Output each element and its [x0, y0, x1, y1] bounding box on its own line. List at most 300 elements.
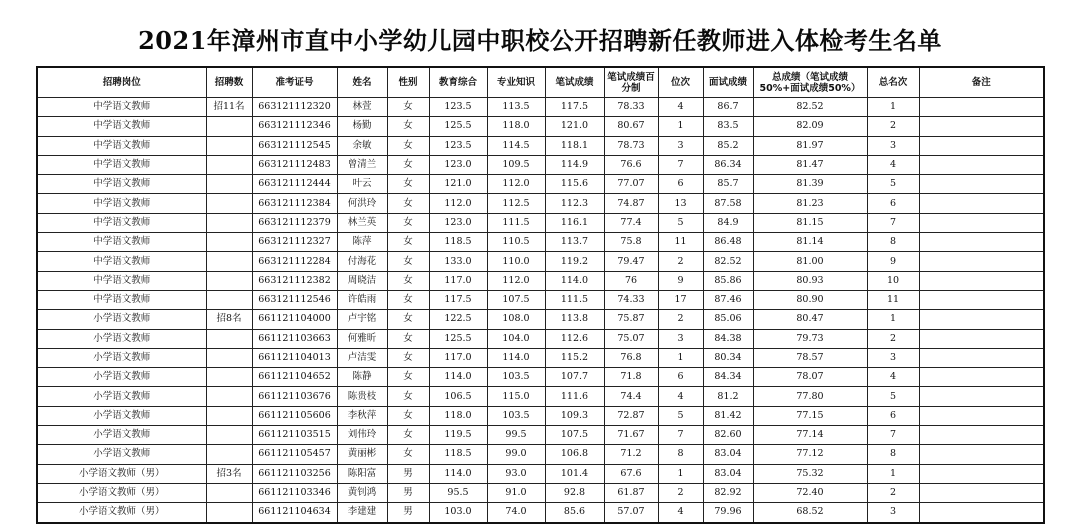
- table-row: [37, 117, 1044, 136]
- cell-professional: 112.0: [487, 271, 545, 290]
- cell-professional: 91.0: [487, 483, 545, 502]
- cell-total-rank: 6: [867, 406, 919, 425]
- cell-gender: 女: [387, 98, 429, 117]
- cell-name: 叶云: [337, 175, 387, 194]
- cell-interview-score: 84.34: [703, 368, 753, 387]
- cell-name: 何雅昕: [337, 329, 387, 348]
- cell-gender: 女: [387, 233, 429, 252]
- cell-total-score: 81.97: [753, 136, 867, 155]
- table-row: [37, 329, 1044, 348]
- cell-exam-id: 663121112379: [252, 213, 337, 232]
- cell-interview-score: 82.92: [703, 483, 753, 502]
- cell-quota: [206, 368, 252, 387]
- cell-remarks: [919, 464, 1044, 483]
- cell-name: 杨勤: [337, 117, 387, 136]
- cell-professional: 108.0: [487, 310, 545, 329]
- cell-written-score: 112.6: [545, 329, 604, 348]
- cell-total-score: 77.80: [753, 387, 867, 406]
- document-title: 2021年漳州市直中小学幼儿园中职校公开招聘新任教师进入体检考生名单: [138, 26, 942, 55]
- cell-position: 中学语文教师: [37, 252, 206, 271]
- cell-written-score: 116.1: [545, 213, 604, 232]
- cell-written-percent: 72.87: [604, 406, 658, 425]
- cell-quota: [206, 136, 252, 155]
- cell-position: 小学语文教师: [37, 368, 206, 387]
- cell-education: 114.0: [429, 464, 487, 483]
- cell-total-rank: 11: [867, 290, 919, 309]
- cell-total-rank: 10: [867, 271, 919, 290]
- cell-written-percent: 76.6: [604, 155, 658, 174]
- cell-position: 中学语文教师: [37, 98, 206, 117]
- cell-interview-score: 85.2: [703, 136, 753, 155]
- cell-position: 中学语文教师: [37, 194, 206, 213]
- cell-rank: 1: [658, 117, 703, 136]
- cell-total-rank: 8: [867, 233, 919, 252]
- cell-rank: 13: [658, 194, 703, 213]
- cell-professional: 111.5: [487, 213, 545, 232]
- cell-position: 中学语文教师: [37, 136, 206, 155]
- cell-quota: [206, 252, 252, 271]
- cell-total-score: 72.40: [753, 483, 867, 502]
- cell-written-percent: 75.87: [604, 310, 658, 329]
- cell-written-percent: 67.6: [604, 464, 658, 483]
- cell-exam-id: 663121112327: [252, 233, 337, 252]
- cell-total-rank: 4: [867, 155, 919, 174]
- header-cell-name: 姓名: [337, 67, 387, 98]
- cell-written-score: 117.5: [545, 98, 604, 117]
- cell-written-percent: 74.87: [604, 194, 658, 213]
- cell-written-score: 119.2: [545, 252, 604, 271]
- cell-total-rank: 2: [867, 117, 919, 136]
- cell-professional: 93.0: [487, 464, 545, 483]
- cell-total-score: 81.00: [753, 252, 867, 271]
- cell-written-percent: 76: [604, 271, 658, 290]
- table-row: [37, 136, 1044, 155]
- header-cell-total-score: 总成绩（笔试成绩50%+面试成绩50%）: [753, 67, 867, 98]
- cell-written-percent: 71.2: [604, 445, 658, 464]
- cell-position: 小学语文教师: [37, 445, 206, 464]
- header-cell-remarks: 备注: [919, 67, 1044, 98]
- cell-remarks: [919, 503, 1044, 523]
- cell-written-percent: 71.67: [604, 426, 658, 445]
- cell-interview-score: 86.48: [703, 233, 753, 252]
- cell-total-score: 81.23: [753, 194, 867, 213]
- cell-position: 中学语文教师: [37, 175, 206, 194]
- cell-rank: 6: [658, 368, 703, 387]
- cell-written-score: 118.1: [545, 136, 604, 155]
- cell-rank: 1: [658, 348, 703, 367]
- cell-quota: [206, 213, 252, 232]
- cell-gender: 女: [387, 252, 429, 271]
- cell-total-score: 82.09: [753, 117, 867, 136]
- table-row: [37, 290, 1044, 309]
- cell-remarks: [919, 271, 1044, 290]
- cell-gender: 女: [387, 426, 429, 445]
- table-row: [37, 464, 1044, 483]
- cell-name: 陈萍: [337, 233, 387, 252]
- cell-total-score: 81.15: [753, 213, 867, 232]
- table-row: [37, 348, 1044, 367]
- cell-position: 小学语文教师（男）: [37, 483, 206, 502]
- cell-education: 103.0: [429, 503, 487, 523]
- cell-quota: [206, 233, 252, 252]
- cell-rank: 5: [658, 406, 703, 425]
- header-cell-quota: 招聘数: [206, 67, 252, 98]
- cell-quota: [206, 155, 252, 174]
- cell-remarks: [919, 483, 1044, 502]
- cell-exam-id: 663121112284: [252, 252, 337, 271]
- cell-remarks: [919, 98, 1044, 117]
- cell-total-score: 82.52: [753, 98, 867, 117]
- cell-gender: 女: [387, 310, 429, 329]
- cell-total-score: 77.14: [753, 426, 867, 445]
- table-row: [37, 233, 1044, 252]
- cell-education: 118.0: [429, 406, 487, 425]
- cell-quota: [206, 290, 252, 309]
- cell-professional: 103.5: [487, 368, 545, 387]
- cell-total-rank: 7: [867, 213, 919, 232]
- header-cell-interview-score: 面试成绩: [703, 67, 753, 98]
- cell-education: 122.5: [429, 310, 487, 329]
- cell-gender: 女: [387, 155, 429, 174]
- cell-professional: 104.0: [487, 329, 545, 348]
- cell-education: 117.0: [429, 271, 487, 290]
- candidate-table-container: [36, 66, 1043, 524]
- cell-quota: [206, 483, 252, 502]
- cell-remarks: [919, 290, 1044, 309]
- cell-written-score: 115.6: [545, 175, 604, 194]
- cell-interview-score: 83.04: [703, 464, 753, 483]
- cell-written-percent: 75.07: [604, 329, 658, 348]
- cell-rank: 17: [658, 290, 703, 309]
- cell-rank: 3: [658, 136, 703, 155]
- table-body: [37, 98, 1044, 523]
- table-row: [37, 252, 1044, 271]
- cell-total-score: 79.73: [753, 329, 867, 348]
- cell-name: 曾清兰: [337, 155, 387, 174]
- cell-total-score: 78.07: [753, 368, 867, 387]
- cell-interview-score: 81.2: [703, 387, 753, 406]
- cell-exam-id: 663121112384: [252, 194, 337, 213]
- cell-remarks: [919, 194, 1044, 213]
- cell-interview-score: 82.60: [703, 426, 753, 445]
- cell-remarks: [919, 155, 1044, 174]
- cell-name: 卢洁雯: [337, 348, 387, 367]
- cell-written-score: 114.9: [545, 155, 604, 174]
- cell-total-rank: 4: [867, 368, 919, 387]
- cell-exam-id: 661121103256: [252, 464, 337, 483]
- cell-total-rank: 2: [867, 483, 919, 502]
- cell-written-percent: 57.07: [604, 503, 658, 523]
- header-cell-exam-id: 准考证号: [252, 67, 337, 98]
- cell-total-rank: 3: [867, 136, 919, 155]
- cell-total-rank: 1: [867, 98, 919, 117]
- cell-total-rank: 1: [867, 310, 919, 329]
- cell-rank: 2: [658, 310, 703, 329]
- cell-written-percent: 76.8: [604, 348, 658, 367]
- cell-total-score: 81.39: [753, 175, 867, 194]
- cell-gender: 女: [387, 136, 429, 155]
- cell-rank: 4: [658, 387, 703, 406]
- cell-gender: 女: [387, 445, 429, 464]
- cell-written-score: 113.8: [545, 310, 604, 329]
- cell-professional: 107.5: [487, 290, 545, 309]
- cell-professional: 109.5: [487, 155, 545, 174]
- candidate-table: [36, 66, 1045, 524]
- cell-education: 121.0: [429, 175, 487, 194]
- cell-name: 李建建: [337, 503, 387, 523]
- cell-written-score: 109.3: [545, 406, 604, 425]
- cell-interview-score: 85.06: [703, 310, 753, 329]
- cell-remarks: [919, 117, 1044, 136]
- cell-written-percent: 71.8: [604, 368, 658, 387]
- cell-education: 125.5: [429, 117, 487, 136]
- cell-rank: 5: [658, 213, 703, 232]
- cell-education: 123.5: [429, 98, 487, 117]
- cell-education: 125.5: [429, 329, 487, 348]
- cell-written-percent: 79.47: [604, 252, 658, 271]
- cell-professional: 118.0: [487, 117, 545, 136]
- cell-professional: 103.5: [487, 406, 545, 425]
- header-cell-rank: 位次: [658, 67, 703, 98]
- cell-gender: 男: [387, 464, 429, 483]
- cell-quota: [206, 445, 252, 464]
- cell-written-score: 115.2: [545, 348, 604, 367]
- cell-rank: 7: [658, 426, 703, 445]
- cell-education: 123.0: [429, 213, 487, 232]
- cell-position: 小学语文教师: [37, 310, 206, 329]
- cell-exam-id: 661121103515: [252, 426, 337, 445]
- cell-rank: 6: [658, 175, 703, 194]
- cell-total-rank: 9: [867, 252, 919, 271]
- cell-total-score: 77.12: [753, 445, 867, 464]
- cell-quota: [206, 387, 252, 406]
- cell-interview-score: 85.86: [703, 271, 753, 290]
- table-row: [37, 271, 1044, 290]
- cell-education: 123.5: [429, 136, 487, 155]
- cell-quota: [206, 329, 252, 348]
- cell-interview-score: 85.7: [703, 175, 753, 194]
- cell-written-score: 92.8: [545, 483, 604, 502]
- cell-gender: 女: [387, 117, 429, 136]
- cell-position: 小学语文教师: [37, 426, 206, 445]
- cell-total-score: 68.52: [753, 503, 867, 523]
- table-header-row: [37, 67, 1044, 98]
- cell-gender: 女: [387, 175, 429, 194]
- cell-education: 106.5: [429, 387, 487, 406]
- cell-written-percent: 77.07: [604, 175, 658, 194]
- cell-written-score: 114.0: [545, 271, 604, 290]
- cell-interview-score: 84.38: [703, 329, 753, 348]
- cell-gender: 女: [387, 406, 429, 425]
- cell-interview-score: 79.96: [703, 503, 753, 523]
- cell-interview-score: 83.04: [703, 445, 753, 464]
- cell-total-score: 80.47: [753, 310, 867, 329]
- cell-written-score: 112.3: [545, 194, 604, 213]
- cell-name: 刘伟玲: [337, 426, 387, 445]
- cell-exam-id: 661121105457: [252, 445, 337, 464]
- cell-exam-id: 663121112545: [252, 136, 337, 155]
- cell-total-rank: 5: [867, 387, 919, 406]
- cell-position: 小学语文教师（男）: [37, 503, 206, 523]
- cell-gender: 女: [387, 213, 429, 232]
- header-cell-total-rank: 总名次: [867, 67, 919, 98]
- cell-exam-id: 663121112382: [252, 271, 337, 290]
- cell-professional: 99.0: [487, 445, 545, 464]
- cell-professional: 112.5: [487, 194, 545, 213]
- cell-written-score: 113.7: [545, 233, 604, 252]
- cell-education: 95.5: [429, 483, 487, 502]
- cell-education: 112.0: [429, 194, 487, 213]
- cell-name: 李秋萍: [337, 406, 387, 425]
- cell-education: 118.5: [429, 233, 487, 252]
- cell-exam-id: 661121103346: [252, 483, 337, 502]
- cell-position: 中学语文教师: [37, 233, 206, 252]
- header-cell-gender: 性别: [387, 67, 429, 98]
- cell-exam-id: 663121112483: [252, 155, 337, 174]
- cell-rank: 9: [658, 271, 703, 290]
- cell-written-percent: 78.73: [604, 136, 658, 155]
- cell-interview-score: 80.34: [703, 348, 753, 367]
- cell-rank: 11: [658, 233, 703, 252]
- cell-position: 小学语文教师: [37, 387, 206, 406]
- cell-exam-id: 661121105606: [252, 406, 337, 425]
- cell-exam-id: 661121104000: [252, 310, 337, 329]
- cell-education: 117.5: [429, 290, 487, 309]
- cell-exam-id: 663121112444: [252, 175, 337, 194]
- cell-rank: 4: [658, 503, 703, 523]
- cell-position: 中学语文教师: [37, 155, 206, 174]
- table-row: [37, 310, 1044, 329]
- cell-gender: 女: [387, 194, 429, 213]
- cell-rank: 1: [658, 464, 703, 483]
- cell-name: 黄钊鸿: [337, 483, 387, 502]
- cell-name: 陈静: [337, 368, 387, 387]
- cell-interview-score: 86.7: [703, 98, 753, 117]
- table-row: [37, 175, 1044, 194]
- cell-remarks: [919, 175, 1044, 194]
- table-row: [37, 387, 1044, 406]
- table-row: [37, 426, 1044, 445]
- cell-education: 118.5: [429, 445, 487, 464]
- cell-rank: 7: [658, 155, 703, 174]
- table-row: [37, 155, 1044, 174]
- cell-remarks: [919, 368, 1044, 387]
- cell-gender: 女: [387, 387, 429, 406]
- cell-written-percent: 78.33: [604, 98, 658, 117]
- cell-exam-id: 661121103663: [252, 329, 337, 348]
- cell-interview-score: 86.34: [703, 155, 753, 174]
- cell-education: 117.0: [429, 348, 487, 367]
- cell-professional: 114.5: [487, 136, 545, 155]
- table-row: [37, 503, 1044, 523]
- cell-gender: 女: [387, 271, 429, 290]
- header-cell-position: 招聘岗位: [37, 67, 206, 98]
- cell-total-rank: 3: [867, 503, 919, 523]
- cell-name: 陈阳富: [337, 464, 387, 483]
- cell-rank: 2: [658, 483, 703, 502]
- cell-name: 卢宇铭: [337, 310, 387, 329]
- cell-total-rank: 5: [867, 175, 919, 194]
- cell-remarks: [919, 310, 1044, 329]
- cell-position: 中学语文教师: [37, 290, 206, 309]
- cell-quota: [206, 194, 252, 213]
- table-row: [37, 445, 1044, 464]
- cell-exam-id: 661121103676: [252, 387, 337, 406]
- cell-professional: 99.5: [487, 426, 545, 445]
- cell-quota: 招11名: [206, 98, 252, 117]
- cell-total-score: 80.90: [753, 290, 867, 309]
- cell-gender: 男: [387, 483, 429, 502]
- cell-education: 123.0: [429, 155, 487, 174]
- cell-total-score: 77.15: [753, 406, 867, 425]
- cell-total-rank: 8: [867, 445, 919, 464]
- cell-remarks: [919, 387, 1044, 406]
- cell-exam-id: 661121104652: [252, 368, 337, 387]
- cell-position: 小学语文教师: [37, 329, 206, 348]
- cell-remarks: [919, 329, 1044, 348]
- cell-total-score: 81.47: [753, 155, 867, 174]
- cell-name: 林萱: [337, 98, 387, 117]
- cell-written-percent: 61.87: [604, 483, 658, 502]
- cell-quota: [206, 117, 252, 136]
- cell-total-rank: 3: [867, 348, 919, 367]
- cell-name: 周晓洁: [337, 271, 387, 290]
- cell-professional: 115.0: [487, 387, 545, 406]
- cell-total-rank: 7: [867, 426, 919, 445]
- cell-rank: 4: [658, 98, 703, 117]
- cell-written-score: 106.8: [545, 445, 604, 464]
- cell-gender: 男: [387, 503, 429, 523]
- cell-gender: 女: [387, 348, 429, 367]
- cell-exam-id: 661121104634: [252, 503, 337, 523]
- cell-remarks: [919, 445, 1044, 464]
- cell-written-percent: 77.4: [604, 213, 658, 232]
- cell-remarks: [919, 213, 1044, 232]
- cell-exam-id: 663121112320: [252, 98, 337, 117]
- cell-interview-score: 83.5: [703, 117, 753, 136]
- cell-name: 许皓雨: [337, 290, 387, 309]
- cell-exam-id: 663121112346: [252, 117, 337, 136]
- cell-professional: 112.0: [487, 175, 545, 194]
- cell-interview-score: 84.9: [703, 213, 753, 232]
- cell-written-percent: 74.4: [604, 387, 658, 406]
- cell-remarks: [919, 136, 1044, 155]
- cell-name: 林兰英: [337, 213, 387, 232]
- cell-education: 119.5: [429, 426, 487, 445]
- cell-name: 付海花: [337, 252, 387, 271]
- header-cell-professional: 专业知识: [487, 67, 545, 98]
- cell-rank: 3: [658, 329, 703, 348]
- table-row: [37, 406, 1044, 425]
- cell-total-score: 81.14: [753, 233, 867, 252]
- cell-written-score: 111.6: [545, 387, 604, 406]
- cell-total-score: 80.93: [753, 271, 867, 290]
- cell-remarks: [919, 348, 1044, 367]
- cell-rank: 2: [658, 252, 703, 271]
- cell-interview-score: 87.46: [703, 290, 753, 309]
- cell-name: 陈贵枝: [337, 387, 387, 406]
- cell-position: 中学语文教师: [37, 213, 206, 232]
- cell-gender: 女: [387, 329, 429, 348]
- cell-professional: 110.5: [487, 233, 545, 252]
- cell-name: 余敏: [337, 136, 387, 155]
- cell-quota: [206, 271, 252, 290]
- cell-remarks: [919, 406, 1044, 425]
- cell-professional: 114.0: [487, 348, 545, 367]
- table-row: [37, 368, 1044, 387]
- cell-professional: 110.0: [487, 252, 545, 271]
- cell-education: 114.0: [429, 368, 487, 387]
